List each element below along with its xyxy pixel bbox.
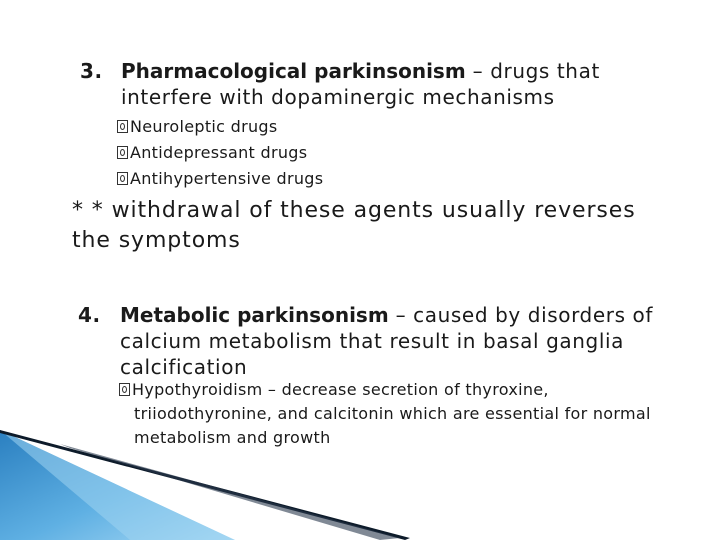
item-number: 4. — [78, 303, 101, 327]
missing-glyph-icon — [117, 120, 128, 133]
item-body — [121, 58, 681, 110]
bullet-text: Hypothyroidism – decrease secretion of thyroxine, triiodothyronine, and calcitonin which are essential for normal metabolism and growth — [132, 380, 651, 447]
item-heading: Metabolic parkinsonism — [120, 303, 389, 327]
withdrawal-note: * * withdrawal of these agents usually reverses the symptoms — [72, 198, 636, 253]
item-text: – drugs that interfere with dopaminergic mechanisms — [121, 59, 600, 109]
item-heading: Pharmacological parkinsonism — [121, 59, 466, 83]
list-item — [117, 140, 323, 166]
item-text: – caused by disorders of calcium metabolism that result in basal ganglia calcification — [120, 303, 654, 379]
missing-glyph-icon — [117, 172, 128, 185]
decorative-corner-graphic — [0, 430, 720, 540]
bullet-text: Neuroleptic drugs — [130, 117, 278, 136]
bullet-text: Antidepressant drugs — [130, 143, 308, 162]
missing-glyph-icon — [117, 146, 128, 159]
drug-bullet-list — [117, 114, 323, 192]
list-item — [117, 114, 323, 140]
missing-glyph-icon — [119, 383, 130, 396]
list-item — [117, 166, 323, 192]
bullet-text: Antihypertensive drugs — [130, 169, 324, 188]
item-number: 3. — [80, 59, 103, 83]
item-body — [120, 302, 700, 380]
